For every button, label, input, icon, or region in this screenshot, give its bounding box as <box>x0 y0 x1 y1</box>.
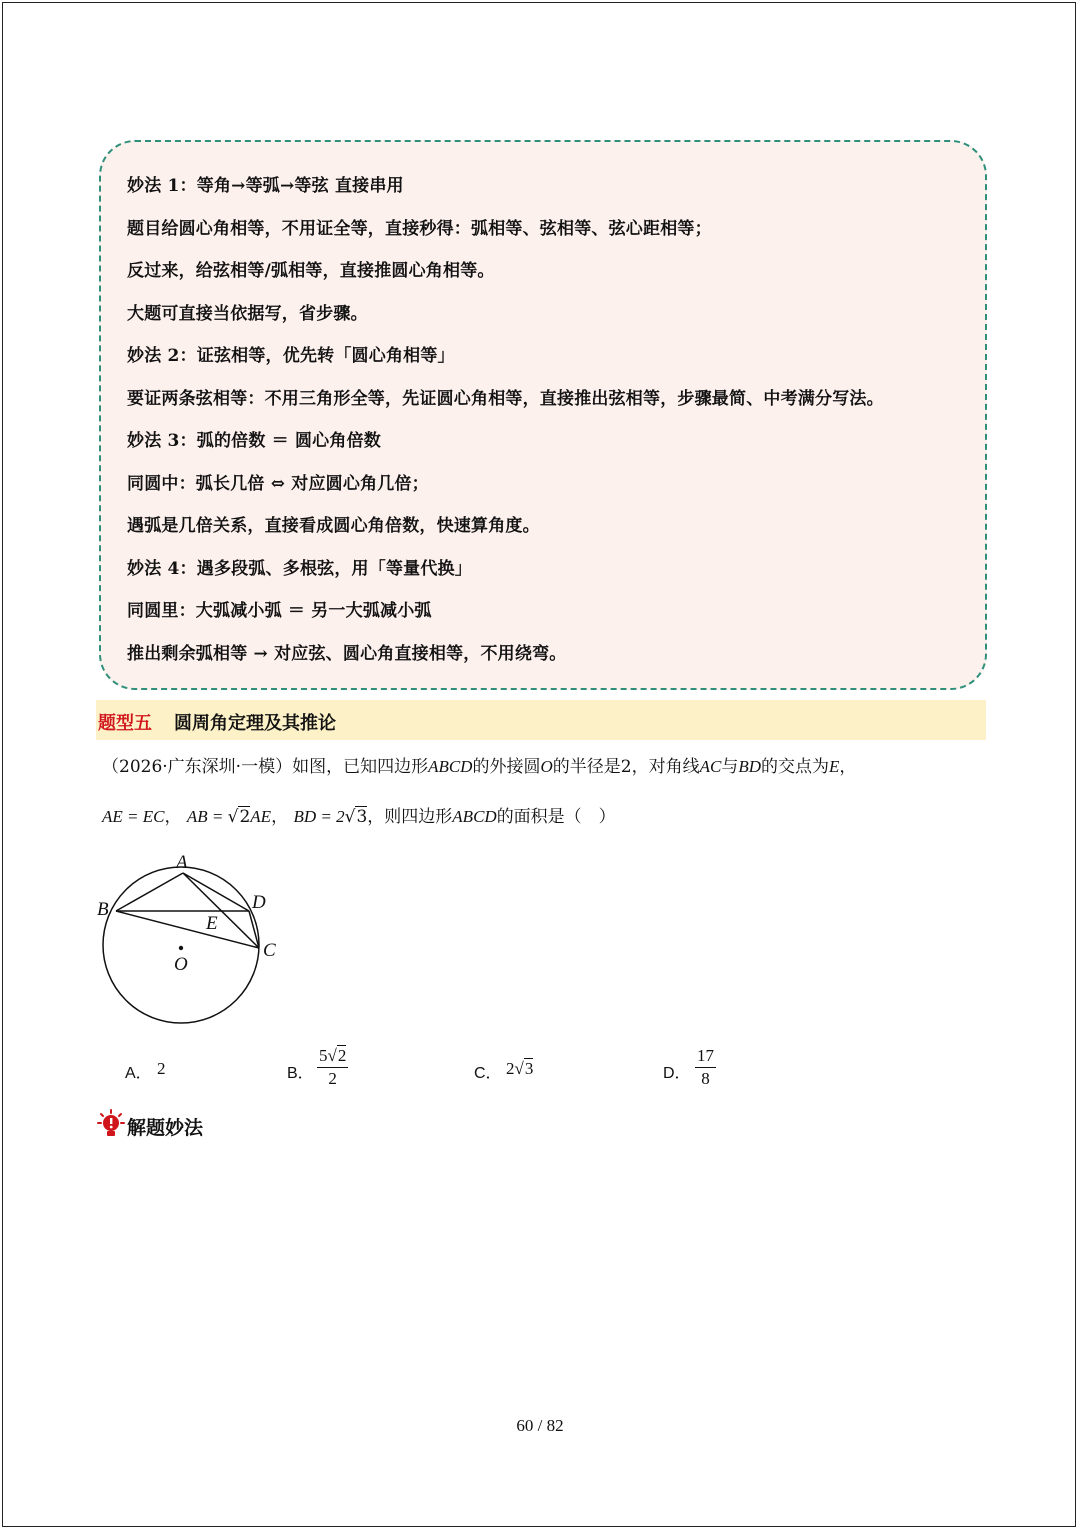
segment-ab <box>116 873 183 911</box>
quad-name: ABCD <box>428 757 473 776</box>
label-c: C <box>263 940 276 961</box>
choice-d-fraction: $\frac{17}{8}$ <box>697 1046 714 1088</box>
tip-line-3: 反过来，给弦相等/弧相等，直接推圆心角相等。 <box>127 261 495 281</box>
circumscribed-circle <box>103 867 259 1023</box>
choice-b-letter[interactable]: B． <box>287 1065 314 1082</box>
tip-line-5: 妙法 2：证弦相等，优先转「圆心角相等」 <box>127 346 455 366</box>
choice-b-fraction: $\frac{5√2}{2}$ <box>319 1046 347 1088</box>
lightbulb-icon <box>97 1108 125 1140</box>
tip-line-1: 妙法 1：等角→等弧→等弦 直接串用 <box>127 176 404 196</box>
question-line-2: AE = EC， AB = √2AE， BD = 2√3，则四边形ABCD的面积是（ ） <box>102 807 616 827</box>
tip-line-4: 大题可直接当依据写，省步骤。 <box>127 304 368 324</box>
segment-bc <box>116 911 259 948</box>
choice-d-letter[interactable]: D． <box>663 1065 691 1082</box>
section-title: 圆周角定理及其推论 <box>174 713 336 734</box>
choice-a-value: 2 <box>157 1059 166 1078</box>
circle-diagram <box>90 850 300 1035</box>
label-d: D <box>252 892 266 913</box>
choice-c-value: 2√3 <box>506 1059 534 1078</box>
tip-line-8: 同圆中：弧长几倍 ⇔ 对应圆心角几倍； <box>127 474 429 494</box>
label-b: B <box>97 899 109 920</box>
condition-bd: BD = 2 <box>293 807 345 826</box>
tip-line-9: 遇弧是几倍关系，直接看成圆心角倍数，快速算角度。 <box>127 516 540 536</box>
tip-line-12: 推出剩余弧相等 → 对应弦、圆心角直接相等，不用绕弯。 <box>127 644 567 664</box>
label-a: A <box>176 852 188 873</box>
tip-line-11: 同圆里：大弧减小弧 ＝ 另一大弧减小弧 <box>127 601 432 621</box>
tip-line-10: 妙法 4：遇多段弧、多根弦，用「等量代换」 <box>127 559 472 579</box>
condition-ab: AB = <box>186 807 228 826</box>
method-title: 解题妙法 <box>127 1117 204 1139</box>
center-point <box>179 946 183 950</box>
condition-ae-ec: AE = EC <box>102 807 165 826</box>
tip-line-6: 要证两条弦相等：不用三角形全等，先证圆心角相等，直接推出弦相等，步骤最简、中考满分写法。 <box>127 389 884 409</box>
page-number: 60 / 82 <box>516 1416 564 1435</box>
choice-c-letter[interactable]: C． <box>474 1065 502 1082</box>
section-label: 题型五 <box>98 713 152 734</box>
tip-line-7: 妙法 3：弧的倍数 ＝ 圆心角倍数 <box>127 431 381 451</box>
label-o: O <box>174 954 188 975</box>
question-line-1: （2026·广东深圳·一模）如图，已知四边形ABCD的外接圆O的半径是2，对角线AC与BD的交点为E， <box>102 757 857 777</box>
tip-line-2: 题目给圆心角相等，不用证全等，直接秒得：弧相等、弦相等、弦心距相等； <box>127 219 712 239</box>
question-source: （2026·广东深圳·一模） <box>102 757 293 777</box>
label-e: E <box>206 913 218 934</box>
choice-a-letter[interactable]: A． <box>125 1065 152 1082</box>
